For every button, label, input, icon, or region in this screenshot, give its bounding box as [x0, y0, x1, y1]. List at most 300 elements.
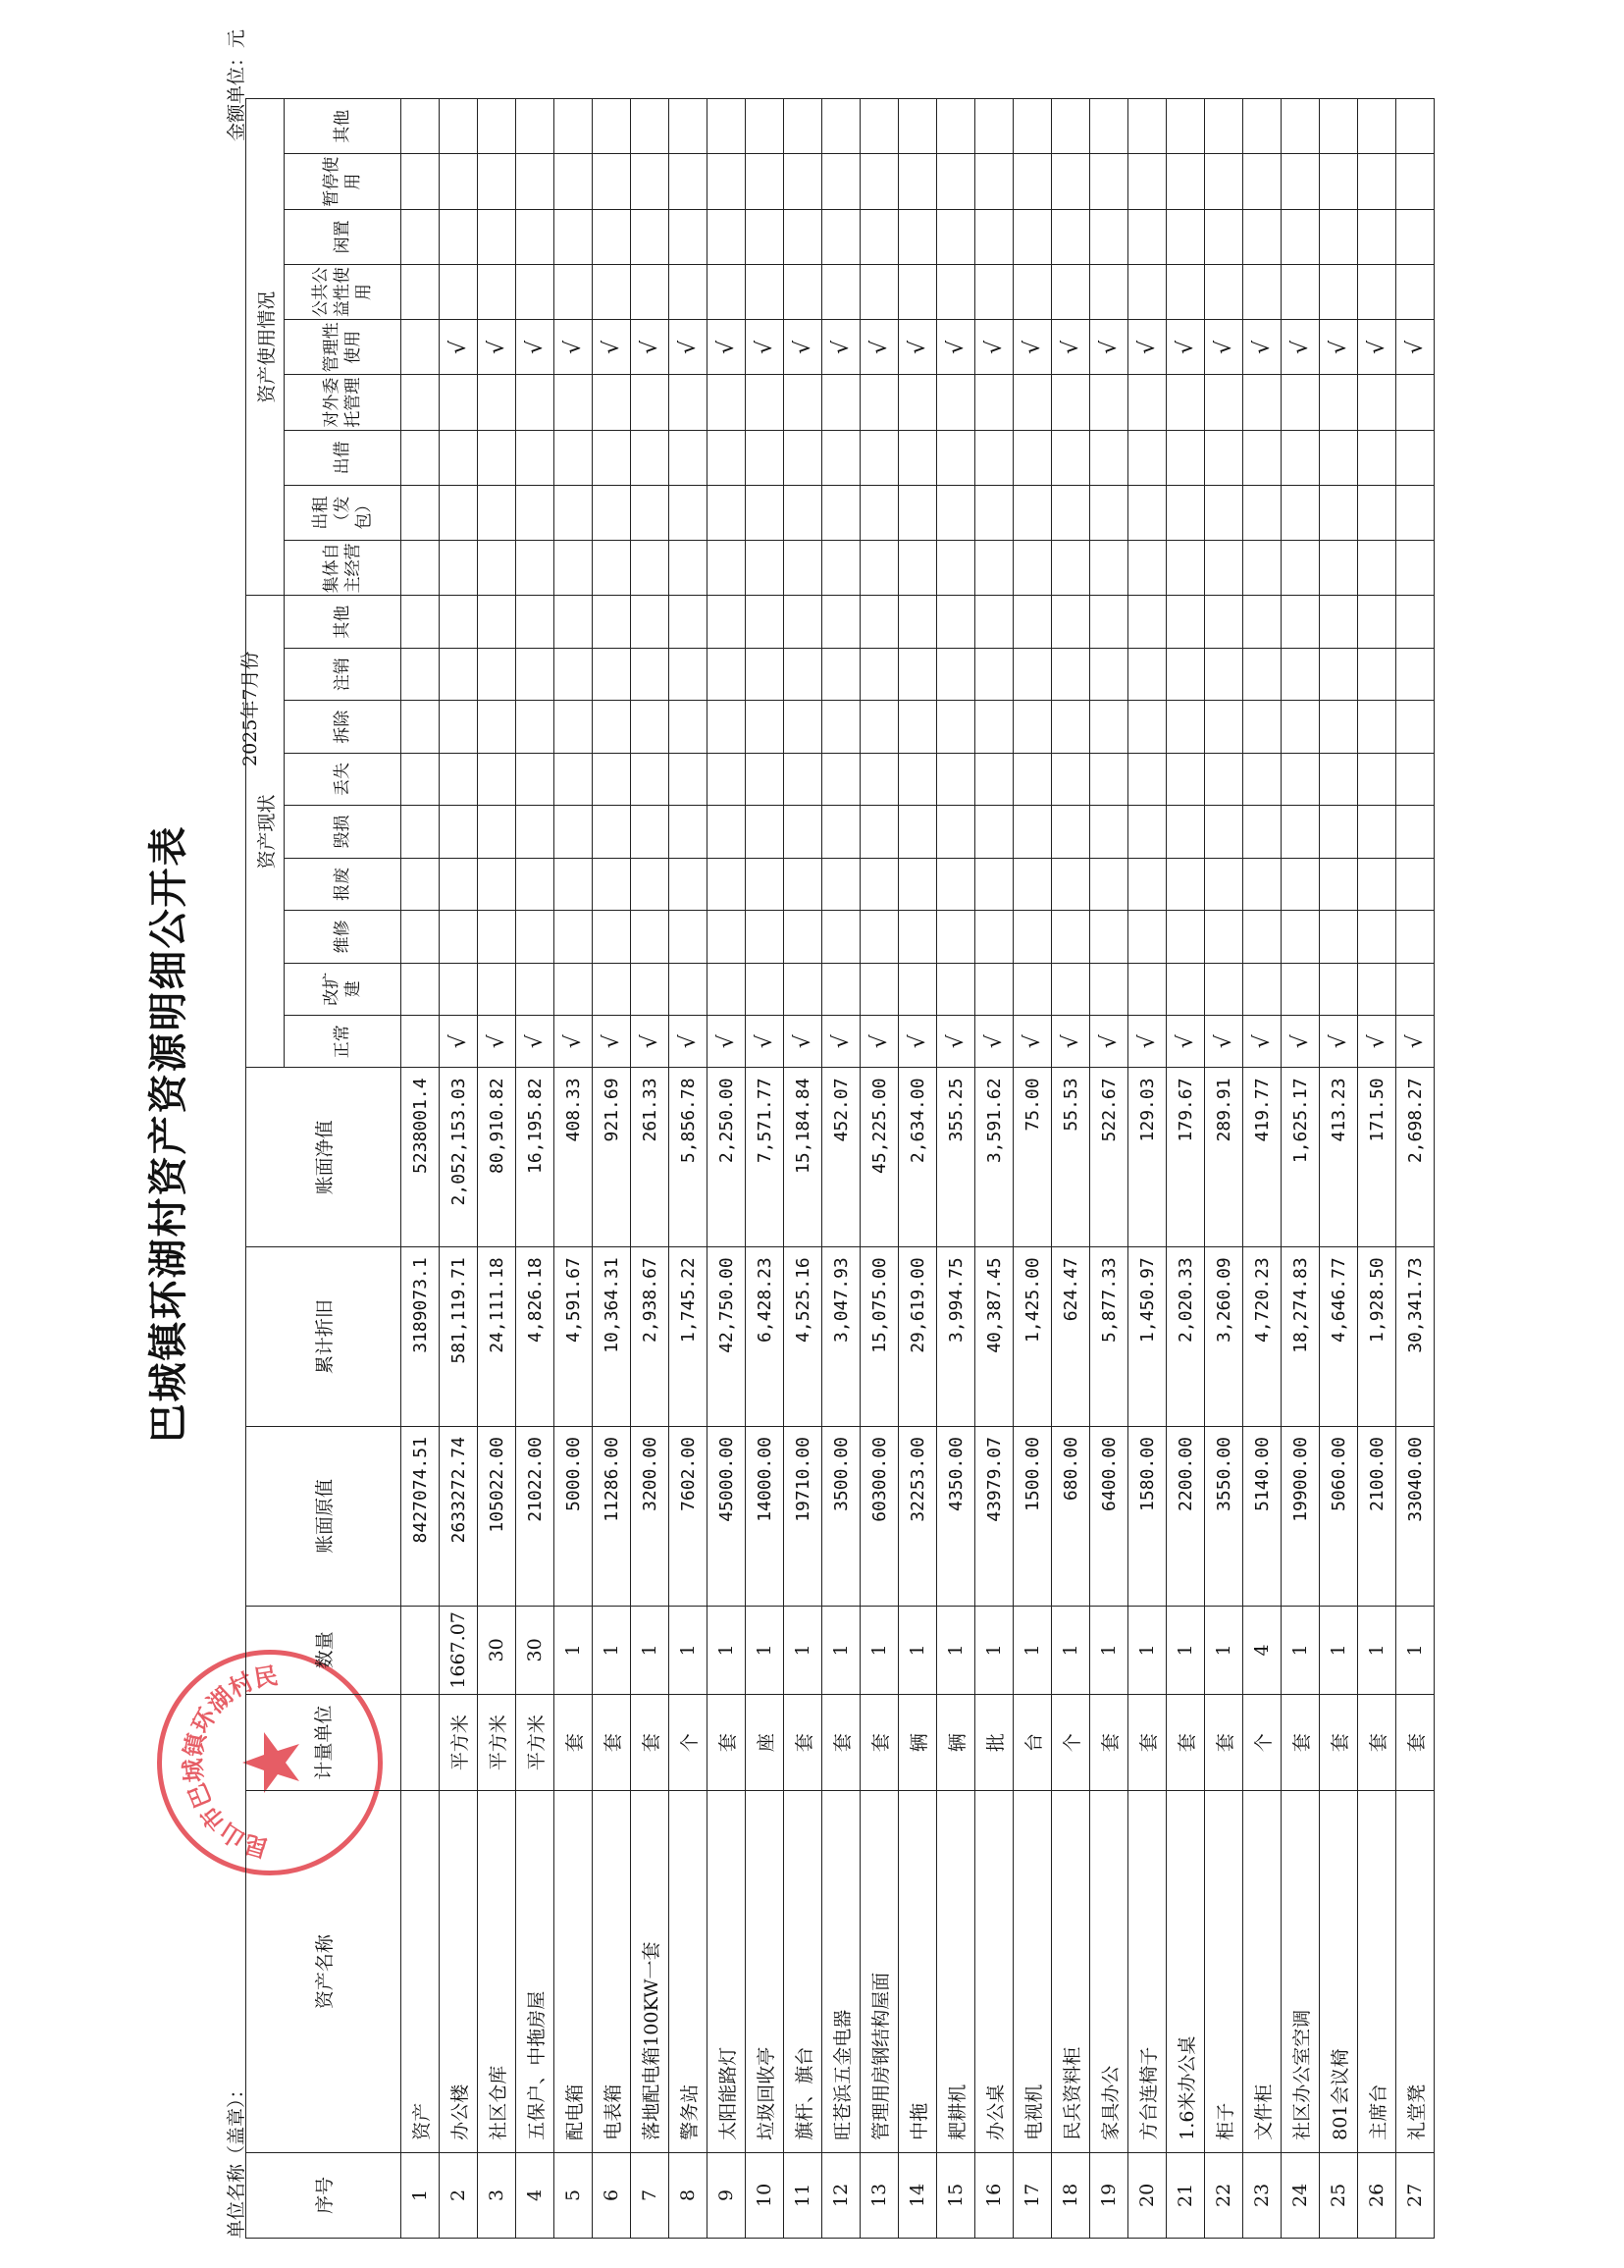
cell-empty: [899, 485, 937, 540]
cell-mgmt-use-check: √: [822, 320, 861, 375]
cell-empty: [516, 485, 554, 540]
cell-empty: [861, 701, 899, 753]
cell-name: 五保户、中拖房屋: [516, 1791, 554, 2152]
cell-empty: [1167, 209, 1205, 264]
cell-seq: 22: [1205, 2152, 1243, 2238]
cell-empty: [707, 753, 746, 805]
cell-empty: [707, 99, 746, 154]
cell-unit: [401, 1694, 440, 1790]
cell-orig: 8427074.51: [401, 1427, 440, 1607]
cell-empty: [1358, 806, 1396, 858]
table-row: [1320, 99, 1358, 2239]
header-status-col: 丢失: [285, 753, 401, 805]
cell-normal-check: √: [1128, 1015, 1167, 1067]
cell-empty: [937, 648, 975, 700]
cell-empty: [746, 485, 784, 540]
cell-empty: [861, 430, 899, 485]
cell-empty: [1128, 648, 1167, 700]
cell-empty: [478, 753, 516, 805]
cell-empty: [631, 375, 669, 430]
cell-empty: [746, 911, 784, 963]
cell-empty: [746, 648, 784, 700]
cell-empty: [593, 541, 631, 596]
header-usage-group: 资产使用情况: [246, 99, 285, 596]
cell-depr: 4,826.18: [516, 1247, 554, 1427]
cell-net: 452.07: [822, 1068, 861, 1247]
cell-empty: [1052, 154, 1090, 209]
cell-normal-check: √: [1243, 1015, 1282, 1067]
cell-empty: [1320, 806, 1358, 858]
cell-empty: [707, 963, 746, 1015]
cell-seq: 9: [707, 2152, 746, 2238]
cell-empty: [1128, 963, 1167, 1015]
cell-empty: [1396, 648, 1435, 700]
cell-net: 289.91: [1205, 1068, 1243, 1247]
cell-unit: 套: [784, 1694, 822, 1790]
cell-empty: [1320, 209, 1358, 264]
cell-empty: [1320, 264, 1358, 319]
cell-empty: [1243, 154, 1282, 209]
cell-normal-check: √: [1052, 1015, 1090, 1067]
cell-empty: [1167, 963, 1205, 1015]
cell-empty: [937, 99, 975, 154]
cell-empty: [1358, 701, 1396, 753]
cell-mgmt-use-check: √: [746, 320, 784, 375]
table-body: [401, 99, 1435, 2239]
cell-empty: [669, 701, 707, 753]
cell-empty: [1014, 541, 1052, 596]
cell-name: 配电箱: [554, 1791, 593, 2152]
cell-empty: [1167, 911, 1205, 963]
cell-empty: [631, 858, 669, 910]
cell-empty: [440, 858, 478, 910]
cell-empty: [1358, 154, 1396, 209]
cell-empty: [1243, 806, 1282, 858]
cell-mgmt-use-check: √: [784, 320, 822, 375]
cell-empty: [899, 264, 937, 319]
cell-empty: [1014, 209, 1052, 264]
cell-empty: [1090, 806, 1128, 858]
cell-empty: [1396, 701, 1435, 753]
cell-name: 1.6米办公桌: [1167, 1791, 1205, 2152]
cell-unit: 套: [1320, 1694, 1358, 1790]
cell-empty: [593, 701, 631, 753]
table-row: [1167, 99, 1205, 2239]
cell-empty: [1128, 264, 1167, 319]
cell-empty: [1358, 375, 1396, 430]
table-row: [1396, 99, 1435, 2239]
cell-net: 3,591.62: [975, 1068, 1014, 1247]
cell-empty: [937, 264, 975, 319]
cell-empty: [822, 485, 861, 540]
cell-empty: [822, 701, 861, 753]
cell-normal-check: √: [1320, 1015, 1358, 1067]
cell-empty: [1052, 99, 1090, 154]
cell-empty: [1243, 375, 1282, 430]
cell-empty: [899, 596, 937, 648]
cell-empty: [1282, 963, 1320, 1015]
cell-empty: [861, 264, 899, 319]
cell-empty: [401, 99, 440, 154]
cell-empty: [1014, 753, 1052, 805]
cell-empty: [1320, 485, 1358, 540]
cell-empty: [1396, 911, 1435, 963]
table-row: [1282, 99, 1320, 2239]
cell-empty: [1205, 858, 1243, 910]
header-status-col: 维修: [285, 911, 401, 963]
cell-empty: [1128, 858, 1167, 910]
cell-empty: [593, 209, 631, 264]
cell-empty: [784, 648, 822, 700]
cell-empty: [1052, 541, 1090, 596]
cell-empty: [707, 596, 746, 648]
cell-empty: [1128, 541, 1167, 596]
cell-empty: [975, 911, 1014, 963]
cell-empty: [861, 154, 899, 209]
cell-empty: [593, 753, 631, 805]
cell-unit: 套: [1396, 1694, 1435, 1790]
cell-empty: [861, 963, 899, 1015]
cell-empty: [1205, 99, 1243, 154]
cell-empty: [746, 701, 784, 753]
cell-normal-check: √: [1358, 1015, 1396, 1067]
cell-empty: [707, 209, 746, 264]
cell-empty: [1205, 701, 1243, 753]
cell-empty: [1282, 541, 1320, 596]
cell-net: 7,571.77: [746, 1068, 784, 1247]
cell-empty: [1358, 911, 1396, 963]
cell-orig: 7602.00: [669, 1427, 707, 1607]
cell-empty: [746, 541, 784, 596]
cell-seq: 10: [746, 2152, 784, 2238]
header-usage-col: 出借: [285, 430, 401, 485]
cell-normal-check: √: [937, 1015, 975, 1067]
cell-mgmt-use-check: √: [1358, 320, 1396, 375]
cell-empty: [593, 99, 631, 154]
cell-empty: [401, 911, 440, 963]
cell-empty: [440, 485, 478, 540]
cell-empty: [1014, 264, 1052, 319]
cell-empty: [554, 911, 593, 963]
cell-mgmt-use-check: √: [937, 320, 975, 375]
cell-empty: [937, 541, 975, 596]
cell-depr: 6,428.23: [746, 1247, 784, 1427]
header-usage-col: 闲置: [285, 209, 401, 264]
cell-empty: [1128, 375, 1167, 430]
cell-qty: 1: [669, 1606, 707, 1694]
cell-net: 179.67: [1167, 1068, 1205, 1247]
cell-net: 2,698.27: [1396, 1068, 1435, 1247]
cell-empty: [1205, 648, 1243, 700]
cell-qty: 1: [899, 1606, 937, 1694]
cell-depr: 3,047.93: [822, 1247, 861, 1427]
cell-empty: [822, 596, 861, 648]
cell-name: 801会议椅: [1320, 1791, 1358, 2152]
table-row: [669, 99, 707, 2239]
cell-empty: [1014, 806, 1052, 858]
cell-empty: [516, 753, 554, 805]
cell-empty: [1320, 375, 1358, 430]
cell-empty: [401, 858, 440, 910]
cell-unit: 套: [822, 1694, 861, 1790]
cell-normal-check: √: [1396, 1015, 1435, 1067]
cell-depr: 4,646.77: [1320, 1247, 1358, 1427]
cell-empty: [1358, 858, 1396, 910]
cell-empty: [401, 375, 440, 430]
cell-empty: [478, 806, 516, 858]
cell-empty: [669, 485, 707, 540]
cell-seq: 18: [1052, 2152, 1090, 2238]
cell-empty: [1243, 99, 1282, 154]
cell-orig: 45000.00: [707, 1427, 746, 1607]
cell-empty: [440, 701, 478, 753]
cell-empty: [1052, 596, 1090, 648]
cell-empty: [1090, 154, 1128, 209]
cell-empty: [822, 375, 861, 430]
cell-empty: [1090, 375, 1128, 430]
cell-empty: [1243, 264, 1282, 319]
cell-empty: [861, 99, 899, 154]
cell-empty: [822, 911, 861, 963]
cell-normal-check: [401, 1015, 440, 1067]
cell-qty: 1: [1167, 1606, 1205, 1694]
cell-empty: [1167, 596, 1205, 648]
cell-empty: [1282, 596, 1320, 648]
cell-empty: [1167, 375, 1205, 430]
cell-empty: [401, 541, 440, 596]
cell-empty: [937, 154, 975, 209]
cell-empty: [1320, 596, 1358, 648]
cell-depr: 5,877.33: [1090, 1247, 1128, 1427]
cell-empty: [1128, 485, 1167, 540]
header-status-col: 报废: [285, 858, 401, 910]
cell-empty: [440, 541, 478, 596]
cell-seq: 4: [516, 2152, 554, 2238]
table-row: [784, 99, 822, 2239]
header-status-group: 资产现状: [246, 596, 285, 1068]
cell-seq: 17: [1014, 2152, 1052, 2238]
cell-orig: 1580.00: [1128, 1427, 1167, 1607]
cell-normal-check: √: [593, 1015, 631, 1067]
cell-empty: [707, 264, 746, 319]
cell-empty: [478, 648, 516, 700]
cell-empty: [1128, 430, 1167, 485]
cell-empty: [554, 701, 593, 753]
cell-empty: [669, 963, 707, 1015]
cell-seq: 11: [784, 2152, 822, 2238]
cell-empty: [401, 485, 440, 540]
cell-empty: [861, 209, 899, 264]
cell-empty: [1358, 648, 1396, 700]
cell-empty: [516, 209, 554, 264]
cell-empty: [1090, 596, 1128, 648]
cell-empty: [478, 154, 516, 209]
cell-empty: [861, 596, 899, 648]
cell-empty: [593, 430, 631, 485]
cell-empty: [1358, 596, 1396, 648]
cell-empty: [1090, 541, 1128, 596]
header-usage-col: 公共公益性使用: [285, 264, 401, 319]
cell-empty: [1205, 911, 1243, 963]
cell-empty: [401, 963, 440, 1015]
cell-empty: [1243, 209, 1282, 264]
cell-empty: [669, 541, 707, 596]
cell-qty: 30: [516, 1606, 554, 1694]
header-status-col: 拆除: [285, 701, 401, 753]
cell-empty: [937, 911, 975, 963]
cell-net: 413.23: [1320, 1068, 1358, 1247]
cell-net: 15,184.84: [784, 1068, 822, 1247]
cell-mgmt-use-check: √: [669, 320, 707, 375]
table-row: [1358, 99, 1396, 2239]
cell-empty: [669, 430, 707, 485]
cell-empty: [899, 154, 937, 209]
cell-empty: [1052, 963, 1090, 1015]
cell-seq: 1: [401, 2152, 440, 2238]
cell-depr: 3,994.75: [937, 1247, 975, 1427]
report-date: 2025年7月份: [239, 651, 261, 766]
cell-empty: [669, 858, 707, 910]
cell-empty: [1167, 648, 1205, 700]
cell-unit: 批: [975, 1694, 1014, 1790]
cell-empty: [822, 264, 861, 319]
cell-empty: [1282, 485, 1320, 540]
cell-empty: [1396, 858, 1435, 910]
cell-name: 旗杆、旗台: [784, 1791, 822, 2152]
cell-qty: 1: [631, 1606, 669, 1694]
cell-empty: [1282, 858, 1320, 910]
header-usage-col: 管理性使用: [285, 320, 401, 375]
cell-empty: [707, 375, 746, 430]
cell-unit: 个: [1052, 1694, 1090, 1790]
cell-empty: [1128, 209, 1167, 264]
cell-net: 55.53: [1052, 1068, 1090, 1247]
cell-net: 355.25: [937, 1068, 975, 1247]
cell-empty: [1052, 485, 1090, 540]
cell-orig: 21022.00: [516, 1427, 554, 1607]
cell-empty: [1396, 264, 1435, 319]
cell-empty: [1128, 99, 1167, 154]
cell-empty: [1396, 963, 1435, 1015]
cell-name: 落地配电箱100KW一套: [631, 1791, 669, 2152]
cell-empty: [1243, 911, 1282, 963]
cell-mgmt-use-check: √: [975, 320, 1014, 375]
cell-name: 耙耕机: [937, 1791, 975, 2152]
cell-mgmt-use-check: √: [1320, 320, 1358, 375]
cell-orig: 680.00: [1052, 1427, 1090, 1607]
cell-empty: [1243, 596, 1282, 648]
cell-empty: [401, 154, 440, 209]
cell-mgmt-use-check: √: [1167, 320, 1205, 375]
cell-depr: 30,341.73: [1396, 1247, 1435, 1427]
cell-normal-check: √: [1167, 1015, 1205, 1067]
cell-empty: [1282, 264, 1320, 319]
cell-empty: [784, 99, 822, 154]
cell-empty: [975, 375, 1014, 430]
cell-normal-check: √: [975, 1015, 1014, 1067]
cell-orig: 60300.00: [861, 1427, 899, 1607]
cell-name: 文件柜: [1243, 1791, 1282, 2152]
cell-empty: [1014, 154, 1052, 209]
cell-empty: [401, 430, 440, 485]
cell-depr: 1,450.97: [1128, 1247, 1167, 1427]
cell-seq: 13: [861, 2152, 899, 2238]
cell-empty: [899, 701, 937, 753]
table-row: [1014, 99, 1052, 2239]
cell-empty: [554, 485, 593, 540]
cell-net: 2,052,153.03: [440, 1068, 478, 1247]
cell-empty: [1205, 430, 1243, 485]
cell-seq: 3: [478, 2152, 516, 2238]
cell-empty: [478, 701, 516, 753]
cell-empty: [1090, 963, 1128, 1015]
asset-table: [245, 98, 1435, 2239]
cell-empty: [1396, 99, 1435, 154]
cell-empty: [746, 963, 784, 1015]
cell-empty: [937, 430, 975, 485]
cell-normal-check: √: [746, 1015, 784, 1067]
cell-depr: 1,928.50: [1358, 1247, 1396, 1427]
cell-normal-check: √: [440, 1015, 478, 1067]
cell-qty: 1: [822, 1606, 861, 1694]
cell-empty: [1128, 911, 1167, 963]
cell-empty: [593, 264, 631, 319]
cell-empty: [1282, 911, 1320, 963]
cell-empty: [516, 430, 554, 485]
cell-empty: [1282, 209, 1320, 264]
cell-normal-check: √: [554, 1015, 593, 1067]
cell-empty: [975, 485, 1014, 540]
cell-empty: [1014, 701, 1052, 753]
cell-empty: [1014, 911, 1052, 963]
cell-normal-check: √: [1014, 1015, 1052, 1067]
cell-mgmt-use-check: √: [593, 320, 631, 375]
cell-empty: [1358, 541, 1396, 596]
cell-net: 408.33: [554, 1068, 593, 1247]
cell-empty: [440, 963, 478, 1015]
header-status-col: 注销: [285, 648, 401, 700]
cell-mgmt-use-check: √: [1052, 320, 1090, 375]
cell-empty: [1205, 963, 1243, 1015]
cell-empty: [516, 264, 554, 319]
cell-empty: [822, 209, 861, 264]
cell-empty: [1320, 911, 1358, 963]
table-row: [401, 99, 440, 2239]
table-row: [593, 99, 631, 2239]
cell-name: 社区办公室空调: [1282, 1791, 1320, 2152]
cell-empty: [1243, 858, 1282, 910]
table-row: [516, 99, 554, 2239]
cell-empty: [707, 858, 746, 910]
cell-mgmt-use-check: √: [1243, 320, 1282, 375]
cell-empty: [1243, 963, 1282, 1015]
cell-empty: [1243, 753, 1282, 805]
cell-name: 警务站: [669, 1791, 707, 2152]
cell-empty: [440, 596, 478, 648]
cell-empty: [593, 806, 631, 858]
header-status-col: 正常: [285, 1015, 401, 1067]
cell-orig: 3200.00: [631, 1427, 669, 1607]
cell-depr: 42,750.00: [707, 1247, 746, 1427]
cell-empty: [937, 485, 975, 540]
cell-mgmt-use-check: √: [707, 320, 746, 375]
cell-empty: [1358, 264, 1396, 319]
cell-orig: 5000.00: [554, 1427, 593, 1607]
cell-qty: 1: [861, 1606, 899, 1694]
cell-empty: [822, 99, 861, 154]
cell-qty: 1: [593, 1606, 631, 1694]
cell-empty: [440, 154, 478, 209]
